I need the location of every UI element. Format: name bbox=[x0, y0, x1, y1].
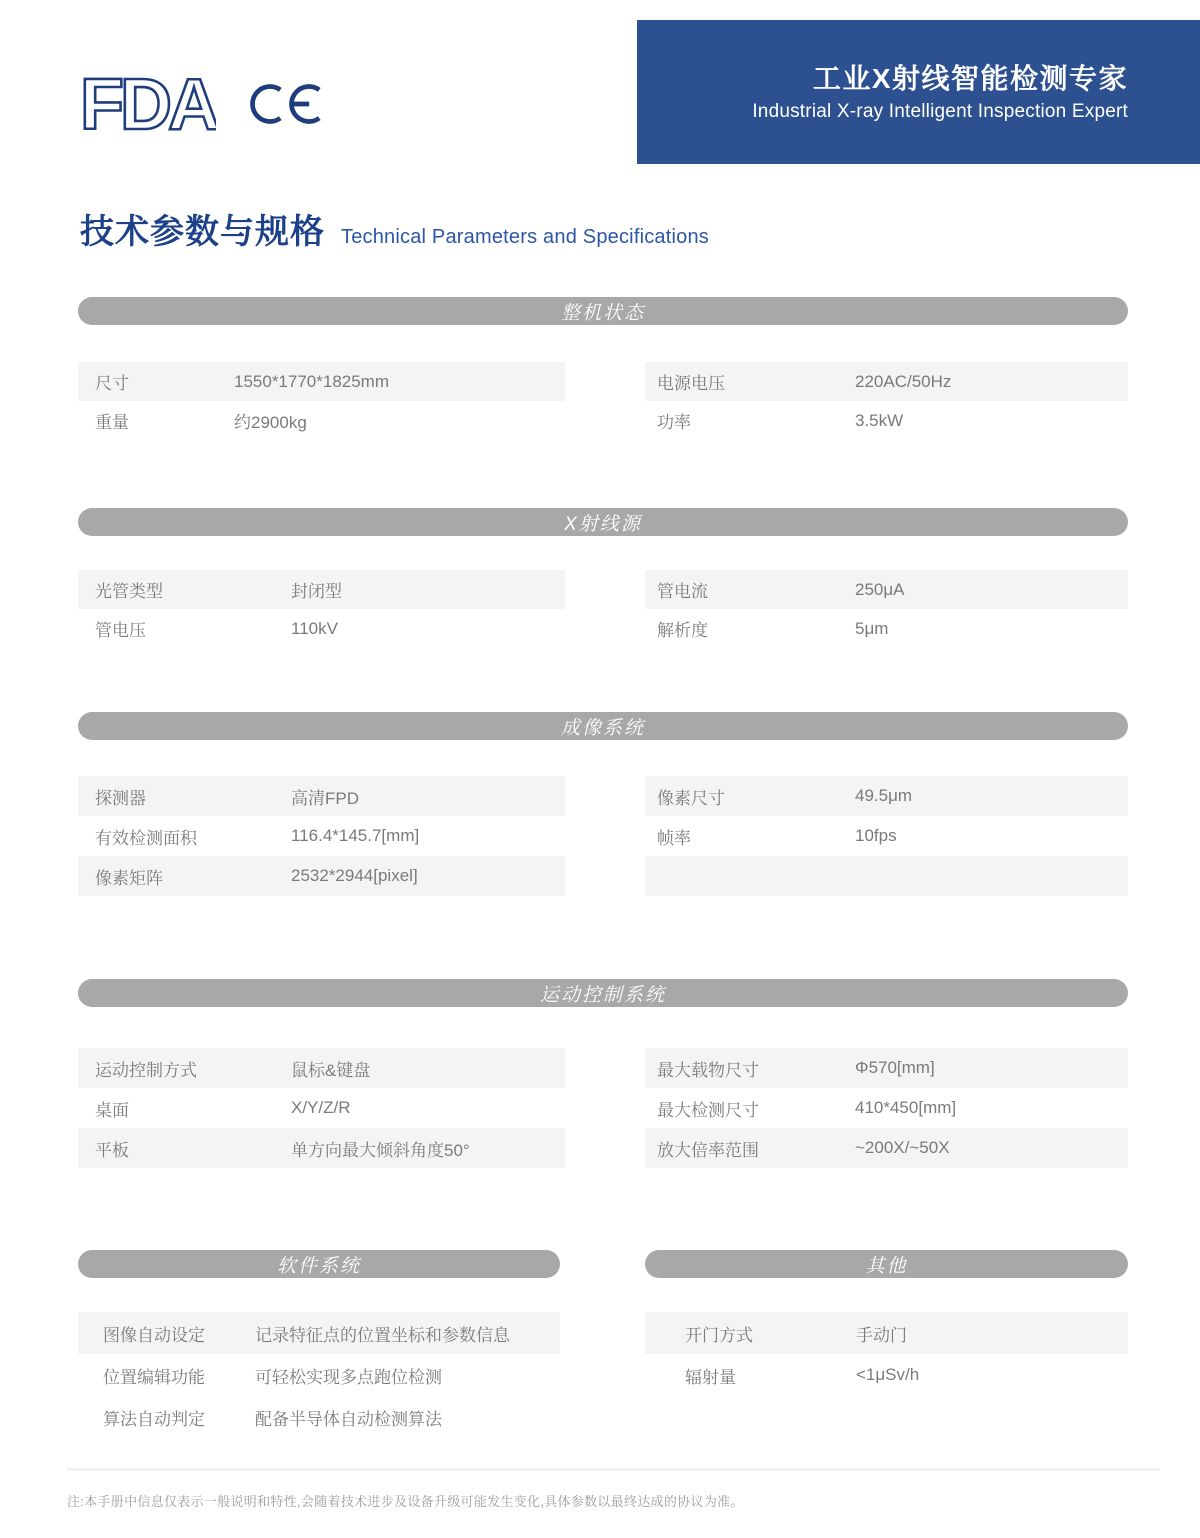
section-imaging-system bbox=[78, 712, 1128, 896]
spec-label: 重量 bbox=[95, 413, 129, 432]
spec-value: 49.5μm bbox=[855, 786, 913, 805]
spec-value: 2532*2944[pixel] bbox=[291, 866, 418, 885]
footnote: 注:本手册中信息仅表示一般说明和特性,会随着技术进步及设备升级可能发生变化,具体参数以最终达成的协议为准。 bbox=[67, 1494, 744, 1509]
spec-label: 光管类型 bbox=[95, 582, 163, 601]
spec-value: 220AC/50Hz bbox=[855, 371, 952, 391]
spec-row bbox=[78, 1396, 560, 1438]
bottom-sections-row bbox=[78, 1250, 1128, 1438]
section-header-software-system bbox=[78, 1250, 560, 1278]
spec-table-left bbox=[78, 1048, 565, 1168]
spec-table-other bbox=[645, 1312, 1128, 1396]
spec-row bbox=[78, 1128, 565, 1168]
spec-value: 可轻松实现多点跑位检测 bbox=[255, 1367, 442, 1387]
certification-logos bbox=[78, 62, 326, 151]
spec-label: 辐射量 bbox=[685, 1367, 736, 1387]
spec-row bbox=[645, 1312, 1128, 1354]
section-header-label: 整机状态 bbox=[560, 302, 645, 324]
spec-row bbox=[78, 1312, 560, 1354]
spec-row bbox=[78, 776, 565, 816]
spec-value: X/Y/Z/R bbox=[291, 1098, 351, 1117]
spec-row bbox=[78, 1354, 560, 1396]
page-title: 技术参数与规格 bbox=[80, 213, 325, 251]
spec-table-left bbox=[78, 776, 565, 896]
section-software-system bbox=[78, 1250, 560, 1438]
spec-label: 解析度 bbox=[657, 621, 708, 640]
spec-row bbox=[78, 1048, 565, 1088]
spec-row bbox=[645, 776, 1128, 816]
spec-table-right bbox=[645, 570, 1128, 648]
spec-label: 开门方式 bbox=[685, 1325, 753, 1345]
spec-row bbox=[645, 1128, 1128, 1168]
spec-label: 电源电压 bbox=[657, 374, 725, 393]
spec-label: 最大载物尺寸 bbox=[657, 1060, 759, 1080]
spec-value: 高清FPD bbox=[291, 788, 359, 808]
spec-label: 帧率 bbox=[657, 828, 691, 848]
spec-row bbox=[645, 1354, 1128, 1396]
section-header-label: 软件系统 bbox=[276, 1255, 361, 1277]
spec-row bbox=[78, 401, 565, 440]
section-header-overall-status bbox=[78, 297, 1128, 325]
spec-label: 平板 bbox=[95, 1140, 129, 1160]
spec-value: 110kV bbox=[291, 618, 338, 638]
spec-value: 记录特征点的位置坐标和参数信息 bbox=[255, 1325, 510, 1345]
spec-value: 手动门 bbox=[856, 1325, 907, 1345]
spec-value: 单方向最大倾斜角度50° bbox=[291, 1140, 470, 1160]
page-title-row bbox=[80, 204, 709, 253]
spec-value: 250μA bbox=[855, 579, 905, 599]
spec-value: <1μSv/h bbox=[856, 1365, 920, 1384]
spec-content bbox=[78, 297, 1128, 1438]
spec-row bbox=[645, 362, 1128, 401]
spec-value: 116.4*145.7[mm] bbox=[291, 826, 420, 845]
section-tables bbox=[78, 1048, 1128, 1168]
page-subtitle: Technical Parameters and Specifications bbox=[341, 226, 709, 248]
spec-row bbox=[645, 856, 1128, 896]
section-tables bbox=[78, 776, 1128, 896]
spec-value: Φ570[mm] bbox=[855, 1058, 935, 1077]
spec-row bbox=[645, 570, 1128, 609]
spec-row bbox=[645, 1048, 1128, 1088]
section-header-motion-control bbox=[78, 979, 1128, 1007]
spec-row bbox=[645, 1088, 1128, 1128]
spec-label: 管电流 bbox=[657, 582, 708, 601]
spec-label: 最大检测尺寸 bbox=[657, 1100, 759, 1120]
spec-label: 算法自动判定 bbox=[103, 1409, 205, 1429]
section-overall-status bbox=[78, 297, 1128, 440]
banner-title-zh: 工业X射线智能检测专家 bbox=[812, 63, 1128, 94]
spec-label: 运动控制方式 bbox=[95, 1060, 197, 1080]
section-tables bbox=[78, 570, 1128, 648]
section-header-label: 其他 bbox=[865, 1255, 908, 1277]
spec-label: 管电压 bbox=[95, 621, 146, 640]
spec-label: 探测器 bbox=[95, 788, 146, 808]
spec-value: 5μm bbox=[855, 618, 889, 638]
spec-label: 放大倍率范围 bbox=[657, 1140, 759, 1160]
section-motion-control bbox=[78, 979, 1128, 1168]
spec-value: 10fps bbox=[855, 826, 897, 845]
spec-label: 尺寸 bbox=[95, 374, 129, 393]
spec-row bbox=[78, 609, 565, 648]
spec-table-left bbox=[78, 362, 565, 440]
spec-table-right bbox=[645, 776, 1128, 896]
spec-value: 配备半导体自动检测算法 bbox=[255, 1409, 442, 1429]
spec-row bbox=[78, 570, 565, 609]
spec-label: 图像自动设定 bbox=[103, 1325, 205, 1345]
section-other bbox=[645, 1250, 1128, 1438]
spec-label: 位置编辑功能 bbox=[103, 1367, 205, 1387]
spec-table-right bbox=[645, 1048, 1128, 1168]
fda-logo-icon bbox=[78, 62, 216, 151]
spec-value: 1550*1770*1825mm bbox=[234, 371, 390, 391]
spec-label: 像素尺寸 bbox=[657, 788, 725, 808]
spec-table-right bbox=[645, 362, 1128, 440]
spec-row bbox=[78, 362, 565, 401]
section-xray-source bbox=[78, 508, 1128, 648]
svg-text:FDA: FDA bbox=[80, 65, 216, 145]
spec-label: 桌面 bbox=[95, 1100, 129, 1120]
section-header-other bbox=[645, 1250, 1128, 1278]
spec-value: 封闭型 bbox=[291, 582, 342, 601]
footer-divider bbox=[67, 1468, 1160, 1471]
spec-label: 像素矩阵 bbox=[95, 868, 163, 888]
spec-label: 有效检测面积 bbox=[95, 828, 197, 848]
spec-value: 约2900kg bbox=[234, 413, 307, 432]
section-header-label: 运动控制系统 bbox=[539, 984, 666, 1006]
spec-value: 3.5kW bbox=[855, 410, 904, 430]
spec-table-software bbox=[78, 1312, 560, 1438]
spec-row bbox=[78, 816, 565, 856]
section-header-imaging-system bbox=[78, 712, 1128, 740]
spec-value: 鼠标&键盘 bbox=[291, 1060, 371, 1080]
section-tables bbox=[78, 362, 1128, 440]
spec-label: 功率 bbox=[657, 413, 691, 432]
banner-title-en: Industrial X-ray Intelligent Inspection Expert bbox=[752, 101, 1128, 122]
ce-mark-icon bbox=[244, 73, 326, 140]
spec-row bbox=[78, 1088, 565, 1128]
header-banner bbox=[637, 20, 1200, 164]
spec-row bbox=[645, 401, 1128, 440]
spec-row bbox=[78, 856, 565, 896]
spec-row bbox=[645, 609, 1128, 648]
section-header-label: 成像系统 bbox=[560, 717, 645, 739]
spec-value: ~200X/~50X bbox=[855, 1138, 950, 1157]
spec-table-left bbox=[78, 570, 565, 648]
spec-row bbox=[645, 816, 1128, 856]
section-header-label: X射线源 bbox=[564, 513, 642, 535]
spec-value: 410*450[mm] bbox=[855, 1098, 957, 1117]
section-header-xray-source bbox=[78, 508, 1128, 536]
